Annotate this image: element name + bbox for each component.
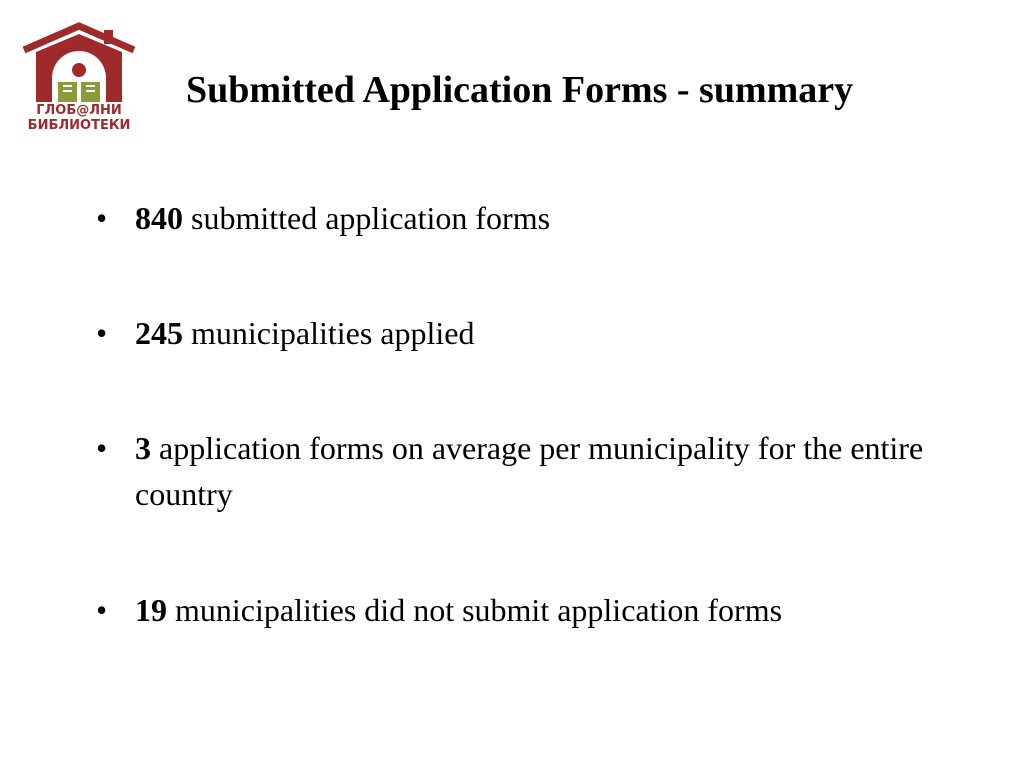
bullet-item-municipalities-applied: [96, 310, 956, 356]
bullet-glyph: •: [96, 592, 108, 628]
bullet-number: 3: [135, 430, 151, 466]
bullet-glyph: •: [96, 315, 108, 351]
bullet-text: municipalities applied: [183, 315, 475, 351]
bullet-number: 245: [135, 315, 183, 351]
bullet-text: submitted application forms: [183, 200, 551, 236]
bullet-item-average-forms: [96, 425, 956, 517]
bullet-number: 840: [135, 200, 183, 236]
logo-text-line1: ГЛОБ@ЛНИ: [36, 103, 122, 118]
bullet-text: application forms on average per municipality for the entire country: [135, 430, 924, 512]
bullet-glyph: •: [96, 430, 108, 466]
bullet-glyph: •: [96, 200, 108, 236]
bullet-text: municipalities did not submit application forms: [167, 592, 783, 628]
bullet-item-not-submitted: [96, 587, 956, 633]
logo-text-line2: БИБЛИОТЕКИ: [27, 118, 131, 133]
bullet-item-submitted-forms: [96, 195, 956, 241]
slide-title: Submitted Application Forms - summary: [186, 69, 854, 111]
bullet-number: 19: [135, 592, 167, 628]
